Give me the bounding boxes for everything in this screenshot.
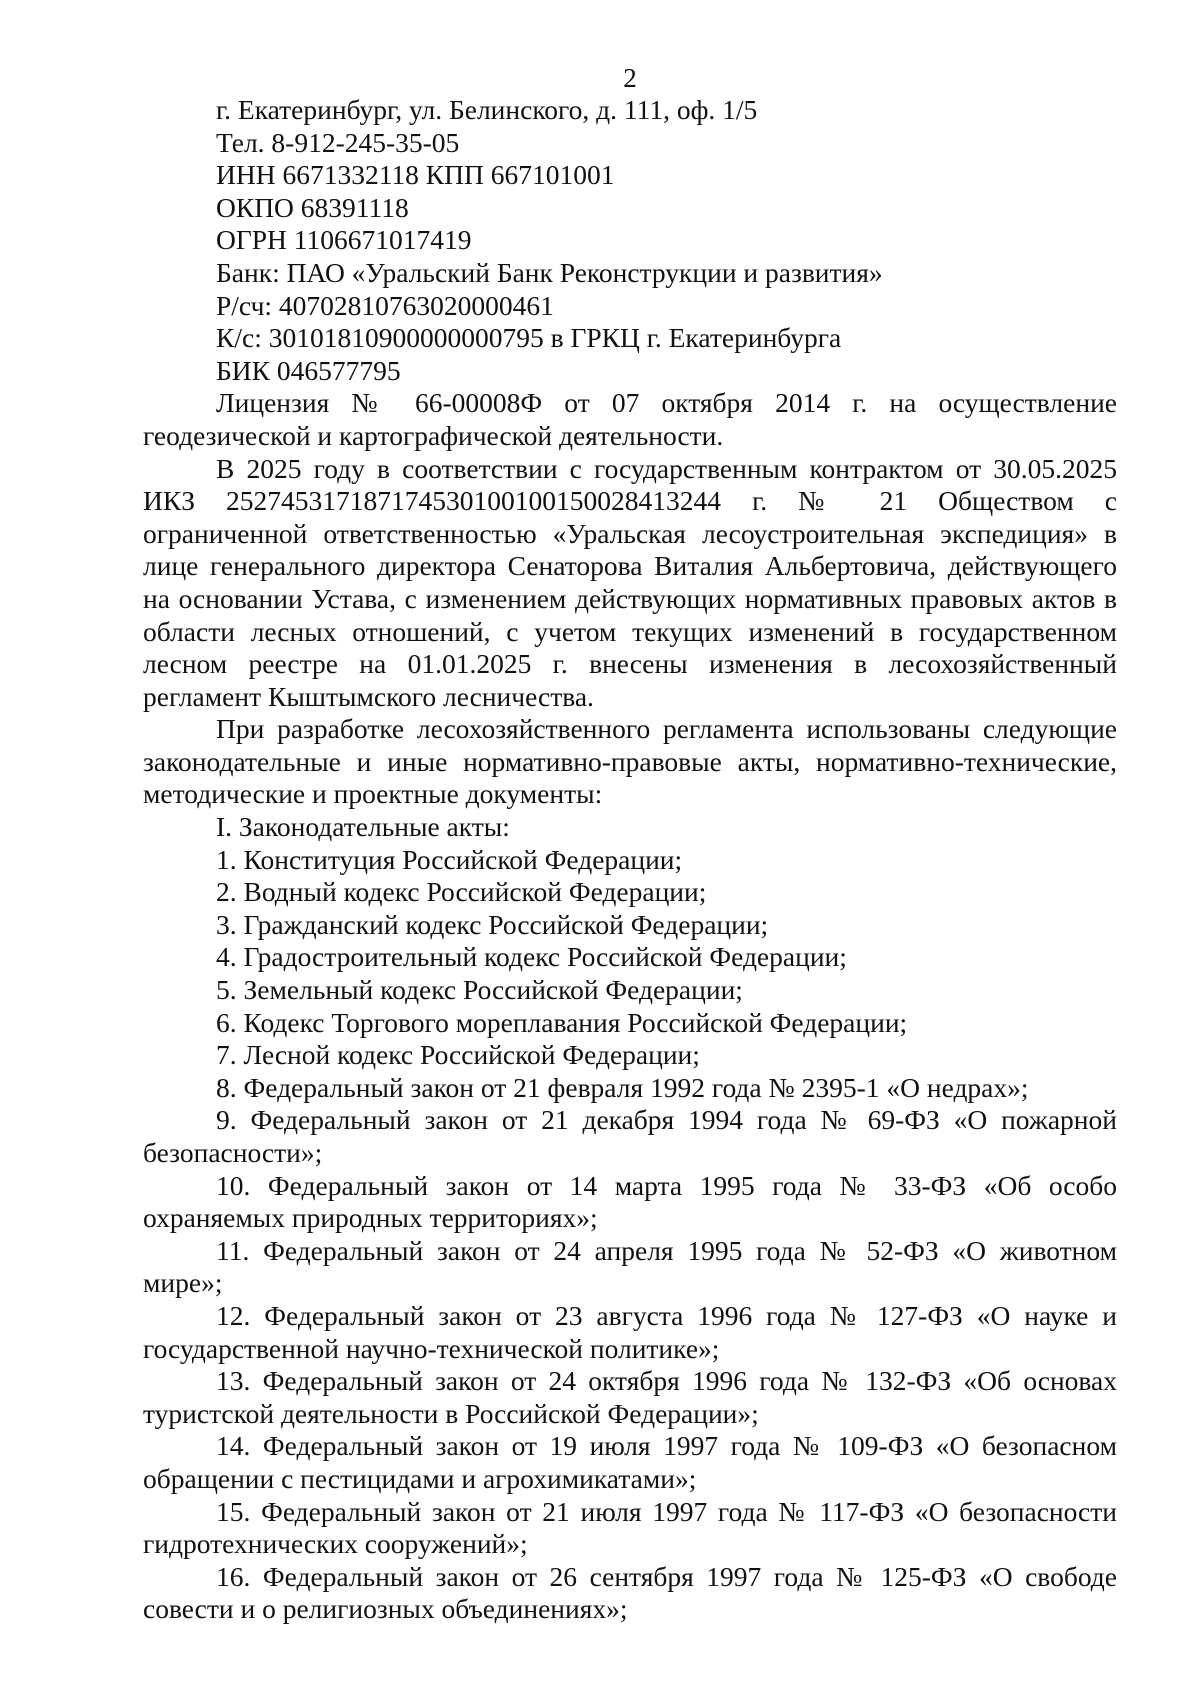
list-item: 15. Федеральный закон от 21 июля 1997 года № 117-ФЗ «О безопасности гидротехнических сооружений»; <box>143 1495 1117 1560</box>
requisite-address: г. Екатеринбург, ул. Белинского, д. 111, оф. 1/5 <box>216 94 758 125</box>
requisite-ogrn: ОГРН 1106671017419 <box>216 224 472 256</box>
requisite-phone: Тел. 8-912-245-35-05 <box>216 126 460 158</box>
list-item: 7. Лесной кодекс Российской Федерации; <box>216 1039 700 1071</box>
list-item: 5. Земельный кодекс Российской Федерации; <box>216 974 743 1006</box>
list-item: 11. Федеральный закон от 24 апреля 1995 года № 52-ФЗ «О животном мире»; <box>143 1234 1117 1299</box>
requisite-inn-kpp: ИНН 6671332118 КПП 667101001 <box>216 159 615 191</box>
requisite-bank: Банк: ПАО «Уральский Банк Реконструкции и развития» <box>216 256 883 288</box>
list-item: 3. Гражданский кодекс Российской Федерации; <box>216 908 769 940</box>
contract-paragraph: В 2025 году в соответствии с государственным контрактом от 30.05.2025 ИКЗ 252745317187174530100100150028413244 г. № 21 Обществом с ограниченной ответственностью «Уральская лесоустроительная экспедиция» в лице генерального директора Сенаторова Виталия Альбертовича, действующего на основании Устава, с изменением действующих нормативных правовых актов в области лесных отношений, с учетом текущих изменений в государственном лесном реестре на 01.01.2025 г. внесены изменения в лесохозяйственный регламент Кыштымского лесничества. <box>143 452 1117 712</box>
section-heading: I. Законодательные акты: <box>216 811 510 843</box>
laws-list <box>143 844 1117 1626</box>
requisite-corr-account: К/с: 30101810900000000795 в ГРКЦ г. Екатеринбурга <box>216 322 842 354</box>
list-item: 6. Кодекс Торгового мореплавания Российской Федерации; <box>216 1006 908 1038</box>
document-body <box>143 94 1117 1626</box>
list-item: 2. Водный кодекс Российской Федерации; <box>216 876 707 908</box>
requisite-okpo: ОКПО 68391118 <box>216 191 409 223</box>
list-item: 16. Федеральный закон от 26 сентября 1997 года № 125-ФЗ «О свободе совести и о религиозных объединениях»; <box>143 1560 1117 1625</box>
page-number: 2 <box>623 63 637 93</box>
list-item: 1. Конституция Российской Федерации; <box>216 843 683 875</box>
list-item: 13. Федеральный закон от 24 октября 1996 года № 132-ФЗ «Об основах туристской деятельности в Российской Федерации»; <box>143 1365 1117 1429</box>
intro-paragraph: При разработке лесохозяйственного регламента использованы следующие законодательные и иные нормативно-правовые акты, нормативно-технические, методические и проектные документы: <box>143 713 1117 810</box>
requisite-account: Р/сч: 40702810763020000461 <box>216 289 554 321</box>
company-requisites <box>143 94 1117 387</box>
list-item: 4. Градостроительный кодекс Российской Федерации; <box>216 941 847 973</box>
requisite-bik: БИК 046577795 <box>216 354 401 386</box>
list-item: 9. Федеральный закон от 21 декабря 1994 года № 69-ФЗ «О пожарной безопасности»; <box>143 1104 1117 1168</box>
list-item: 8. Федеральный закон от 21 февраля 1992 года № 2395-1 «О недрах»; <box>216 1071 1029 1103</box>
list-item: 14. Федеральный закон от 19 июля 1997 года № 109-ФЗ «О безопасном обращении с пестицидами и агрохимикатами»; <box>143 1430 1117 1494</box>
list-item: 12. Федеральный закон от 23 августа 1996 года № 127-ФЗ «О науке и государственной научно-технической политике»; <box>143 1299 1117 1364</box>
list-item: 10. Федеральный закон от 14 марта 1995 года № 33-ФЗ «Об особо охраняемых природных территориях»; <box>143 1169 1117 1234</box>
license-paragraph: Лицензия № 66-00008Ф от 07 октября 2014 г. на осуществление геодезической и картографической деятельности. <box>143 387 1117 451</box>
